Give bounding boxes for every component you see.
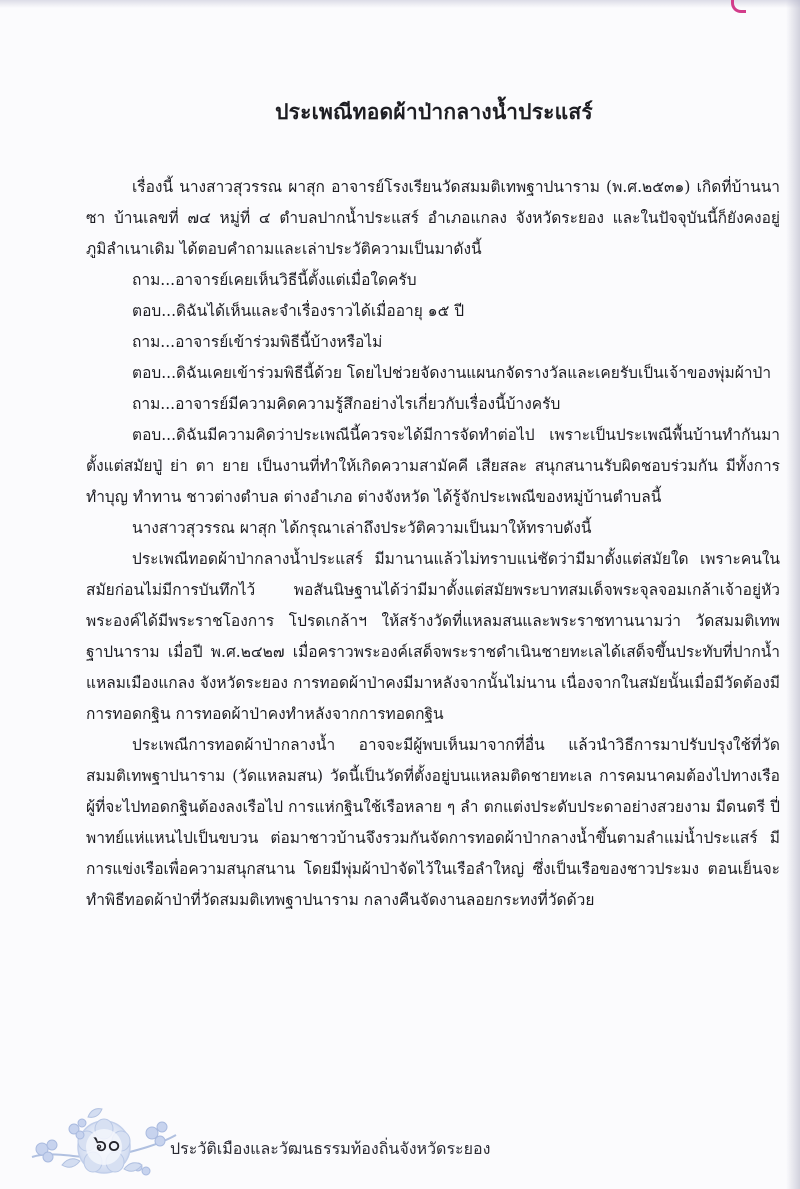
body-paragraph: ตอบ...ดิฉันมีความคิดว่าประเพณีนี้ควรจะได้มีการจัดทำต่อไป เพราะเป็นประเพณีพื้นบ้านทำกันมาตั้งแต่สมัยปู่ ย่า ตา ยาย เป็นงานที่ทำให้เกิดความสามัคคี เสียสละ สนุกสนานรับผิดชอบร่วมกัน มีทั้งการทำบุญ ทำทาน ชาวต่างตำบล ต่างอำเภอ ต่างจังหวัด ได้รู้จักประเพณีของหมู่บ้านตำบลนี้ — [86, 426, 780, 506]
body-paragraph: ประเพณีทอดผ้าป่ากลางน้ำประแสร์ มีมานานแล้วไม่ทราบแน่ชัดว่ามีมาตั้งแต่สมัยใด เพราะคนในสมัยก่อนไม่มีการบันทึกไว้ พอสันนิษฐานได้ว่ามีมาตั้งแต่สมัยพระบาทสมเด็จพระจุลจอมเกล้าเจ้าอยู่หัว พระองค์ได้มีพระราชโองการ โปรดเกล้าฯ ให้สร้างวัดที่แหลมสนและพระราชทานนามว่า วัดสมมติเทพฐาปนาราม เมื่อปี พ.ศ.๒๔๒๗ เมื่อคราวพระองค์เสด็จพระราชดำเนินชายทะเลได้เสด็จขึ้นประทับที่ปากน้ำแหลมเมืองแกลง จังหวัดระยอง การทอดผ้าป่าคงมีมาหลังจากนั้นไม่นาน เนื่องจากในสมัยนั้นเมื่อมีวัดต้องมีการทอดกฐิน การทอดผ้าป่าคงทำหลังจากการทอดกฐิน — [86, 550, 780, 723]
page-footer — [0, 1105, 800, 1189]
qa-line: ตอบ...ดิฉันได้เห็นและจำเรื่องราวได้เมื่ออายุ ๑๕ ปี — [132, 302, 465, 320]
body-paragraph: เรื่องนี้ นางสาวสุวรรณ ผาสุก อาจารย์โรงเรียนวัดสมมติเทพฐาปนาราม (พ.ศ.๒๕๓๑) เกิดที่บ้านนาซา บ้านเลขที่ ๗๔ หมู่ที่ ๔ ตำบลปากน้ำประแสร์ อำเภอแกลง จังหวัดระยอง และในปัจจุบันนี้ก็ยังคงอยู่ ภูมิลำเนาเดิม ได้ตอบคำถามและเล่าประวัติความเป็นมาดังนี้ — [86, 178, 780, 258]
body-paragraph: ประเพณีการทอดผ้าป่ากลางน้ำ อาจจะมีผู้พบเห็นมาจากที่อื่น แล้วนำวิธีการมาปรับปรุงใช้ที่วัดสมมติเทพฐาปนาราม (วัดแหลมสน) วัดนี้เป็นวัดที่ตั้งอยู่บนแหลมติดชายทะเล การคมนาคมต้องไปทางเรือ ผู้ที่จะไปทอดกฐินต้องลงเรือไป การแห่กฐินใช้เรือหลาย ๆ ลำ ตกแต่งประดับประดาอย่างสวยงาม มีดนตรี ปี่พาทย์แห่แหนไปเป็นขบวน ต่อมาชาวบ้านจึงรวมกันจัดการทอดผ้าป่ากลางน้ำขึ้นตามลำแม่น้ำประแสร์ มีการแข่งเรือเพื่อความสนุกสนาน โดยมีพุ่มผ้าป่าจัดไว้ในเรือลำใหญ่ ซึ่งเป็นเรือของชาวประมง ตอนเย็นจะทำพิธีทอดผ้าป่าที่วัดสมมติเทพฐาปนาราม กลางคืนจัดงานลอยกระทงที่วัดด้วย — [86, 736, 780, 909]
qa-line: นางสาวสุวรรณ ผาสุก ได้กรุณาเล่าถึงประวัติความเป็นมาให้ทราบดังนี้ — [132, 519, 592, 537]
footer-book-title: ประวัติเมืองและวัฒนธรรมท้องถิ่นจังหวัดระยอง — [170, 1139, 491, 1158]
page-spine-shadow — [786, 0, 800, 1189]
qa-line: ถาม...อาจารย์เคยเห็นวิธีนี้ตั้งแต่เมื่อใดครับ — [132, 271, 417, 289]
corner-accent-mark — [731, 0, 746, 13]
qa-line: ถาม...อาจารย์มีความคิดความรู้สึกอย่างไรเกี่ยวกับเรื่องนี้บ้างครับ — [132, 395, 561, 413]
page-title: ประเพณีทอดผ้าป่ากลางน้ำประแสร์ — [275, 99, 593, 124]
page-top-shadow — [0, 0, 800, 8]
page-number: ๖๐ — [93, 1132, 121, 1157]
article-body — [86, 172, 780, 916]
qa-line: ถาม...อาจารย์เข้าร่วมพิธีนี้บ้างหรือไม่ — [132, 333, 383, 351]
qa-line: ตอบ...ดิฉันเคยเข้าร่วมพิธีนี้ด้วย โดยไปช่วยจัดงานแผนกจัดรางวัลและเคยรับเป็นเจ้าของพุ่มผ้าป่า — [132, 364, 772, 382]
